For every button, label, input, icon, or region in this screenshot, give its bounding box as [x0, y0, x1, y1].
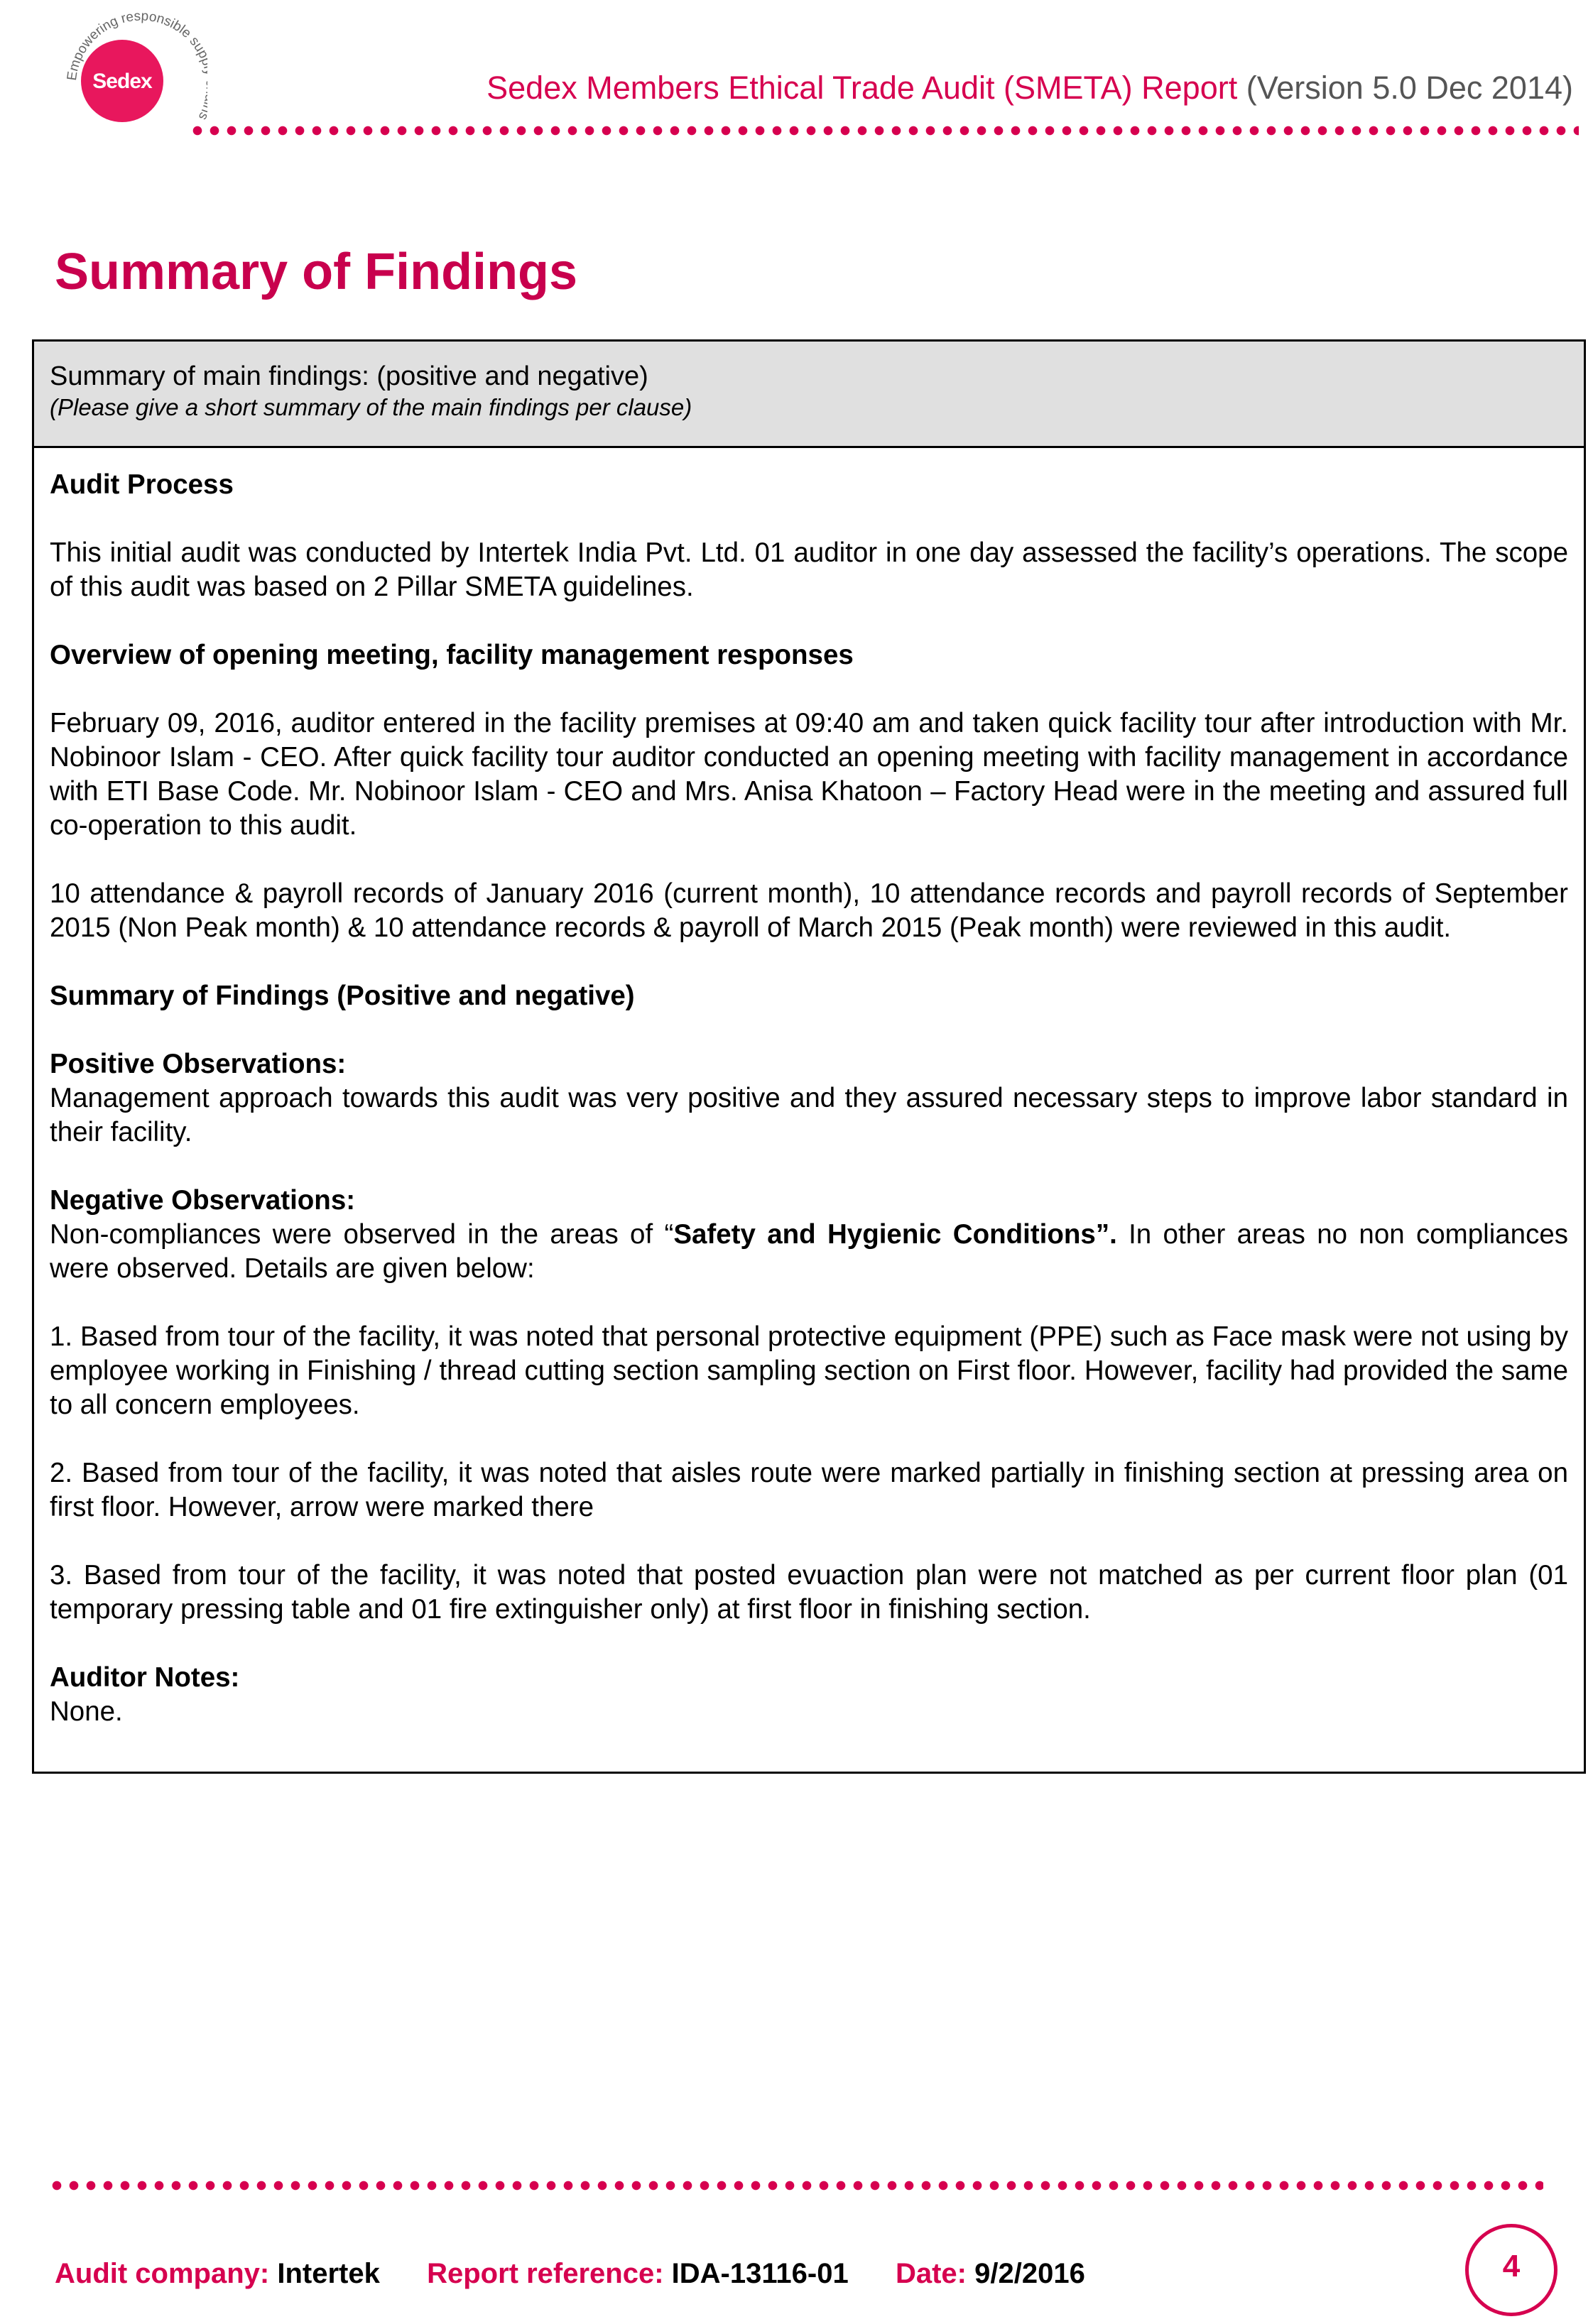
- table-header: [34, 342, 1584, 448]
- opening-meeting-text: February 09, 2016, auditor entered in the facility premises at 09:40 am and taken quick facility tour after introduction with Mr. Nobinoor Islam - CEO. After quick facility tour auditor conducted an opening meeting with facility management in accordance with ETI Base Code. Mr. Nobinoor Islam - CEO and Mrs. Anisa Khatoon – Factory Head were in the meeting and assured full co-operation to this audit.: [50, 708, 1568, 841]
- negative-observations: [50, 1184, 1568, 1286]
- report-title: Sedex Members Ethical Trade Audit (SMETA) Report: [486, 70, 1238, 106]
- positive-observations: [50, 1047, 1568, 1150]
- logo-text: Sedex: [92, 70, 152, 93]
- report-reference-value: IDA-13116-01: [671, 2258, 849, 2289]
- records-reviewed-text: 10 attendance & payroll records of January 2016 (current month), 10 attendance records and payroll records of September 2015 (Non Peak month) & 10 attendance records & payroll of March 2015 (Peak month) were reviewed in this audit.: [50, 878, 1568, 943]
- audit-company-label: Audit company:: [55, 2258, 270, 2289]
- positive-heading: Positive Observations:: [50, 1049, 347, 1079]
- audit-process-heading: Audit Process: [50, 469, 234, 500]
- negative-text: [50, 1218, 1568, 1286]
- auditor-notes: [50, 1661, 1568, 1729]
- page-title: Summary of Findings: [55, 244, 578, 300]
- finding-item-2: 2. Based from tour of the facility, it was noted that aisles route were marked partially in finishing section at pressing area on first floor. However, arrow were marked there: [50, 1458, 1568, 1522]
- opening-meeting-heading: Overview of opening meeting, facility management responses: [50, 640, 854, 670]
- footer: [55, 2258, 1085, 2290]
- finding-item-3: 3. Based from tour of the facility, it was noted that posted evuaction plan were not matched as per current floor plan (01 temporary pressing table and 01 fire extinguisher only) at first floor in finishing section.: [50, 1560, 1568, 1625]
- findings-table: [32, 339, 1586, 1774]
- date-value: 9/2/2016: [974, 2258, 1085, 2289]
- sedex-logo: [44, 3, 207, 145]
- negative-heading: Negative Observations:: [50, 1185, 356, 1216]
- table-header-main: Summary of main findings: (positive and negative): [50, 361, 648, 391]
- table-header-sub: (Please give a short summary of the main findings per clause): [50, 394, 692, 420]
- page-number: 4: [1465, 2224, 1557, 2316]
- finding-item-1: 1. Based from tour of the facility, it was noted that personal protective equipment (PPE) such as Face mask were not using by employee working in Finishing / thread cutting section sampling section on First floor. However, facility had provided the same to all concern employees.: [50, 1321, 1568, 1420]
- footer-dotted-divider: [51, 2180, 1543, 2191]
- report-reference-label: Report reference:: [427, 2258, 664, 2289]
- negative-text-after: In other areas no non compliances were observed. Details are given below:: [50, 1219, 1568, 1284]
- header-dotted-divider: [192, 125, 1579, 136]
- auditor-notes-heading: Auditor Notes:: [50, 1662, 240, 1693]
- audit-process-text: This initial audit was conducted by Intertek India Pvt. Ltd. 01 auditor in one day assessed the facility’s operations. The scope of this audit was based on 2 Pillar SMETA guidelines.: [50, 538, 1568, 602]
- positive-text: Management approach towards this audit was very positive and they assured necessary steps to improve labor standard in their facility.: [50, 1083, 1568, 1147]
- summary-heading: Summary of Findings (Positive and negative): [50, 981, 635, 1011]
- report-version: (Version 5.0 Dec 2014): [1246, 70, 1573, 106]
- audit-company-value: Intertek: [277, 2258, 380, 2289]
- date-label: Date:: [895, 2258, 967, 2289]
- negative-text-area: Safety and Hygienic Conditions”.: [673, 1219, 1117, 1250]
- report-header-title: [486, 70, 1573, 107]
- auditor-notes-text: None.: [50, 1696, 123, 1727]
- logo-tagline: Empowering responsible su: [64, 9, 207, 82]
- negative-text-before: Non-compliances were observed in the areas of “: [50, 1219, 674, 1250]
- table-body: [34, 448, 1584, 1729]
